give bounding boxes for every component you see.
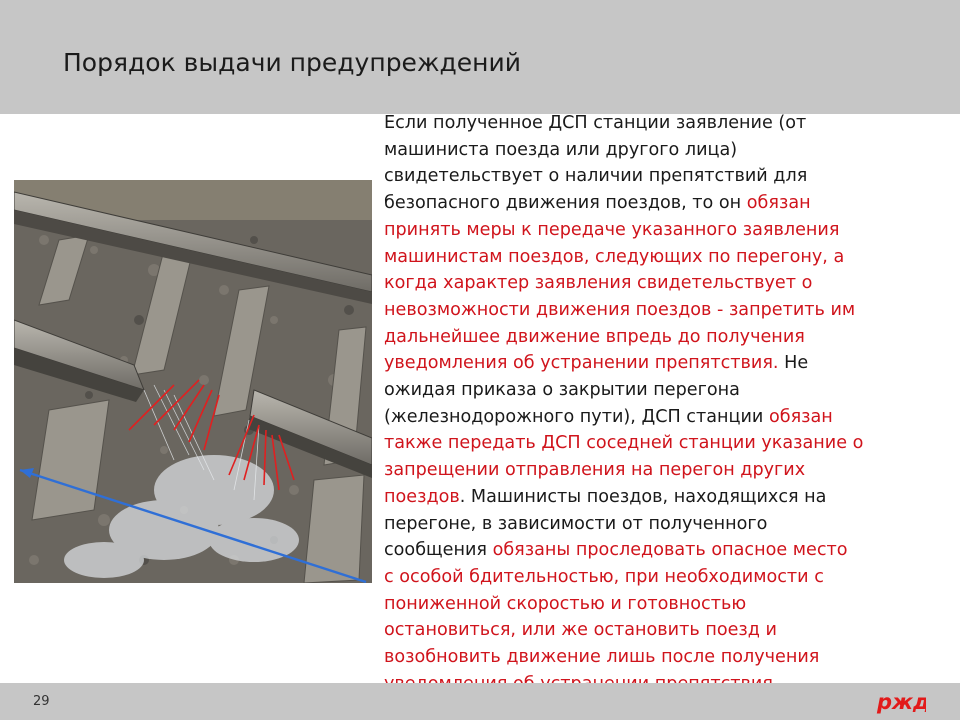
highlighted-text: остановиться, или же остановить поезд и [384, 620, 777, 641]
highlighted-text: также передать ДСП соседней станции указание о [384, 433, 864, 454]
text-line [384, 591, 954, 618]
text-segment: Не [778, 353, 809, 374]
text-line [384, 537, 954, 564]
highlighted-text: машинистам поездов, следующих по перегону, а [384, 246, 845, 267]
text-line [384, 217, 954, 244]
highlighted-text: когда характер заявления свидетельствует о [384, 273, 813, 294]
highlighted-text: невозможности движения поездов - запретить им [384, 299, 856, 320]
text-segment: машиниста поезда или другого лица) [384, 139, 738, 160]
highlighted-text: обязан [746, 193, 811, 214]
text-line [384, 484, 954, 511]
text-line [384, 244, 954, 271]
highlighted-text: принять меры к передаче указанного заявления [384, 219, 840, 240]
text-line [384, 564, 954, 591]
highlighted-text: уведомления об устранении препятствия. [384, 353, 779, 374]
highlighted-text: обязаны проследовать опасное место [492, 540, 848, 561]
text-line [384, 511, 954, 538]
highlighted-text: возобновить движение лишь после получения [384, 647, 820, 668]
text-line [384, 617, 954, 644]
highlighted-text: обязан [768, 406, 833, 427]
highlighted-text: поездов [384, 486, 460, 507]
highlighted-text: с особой бдительностью, при необходимости с [384, 566, 824, 587]
text-line [384, 190, 954, 217]
text-segment: (железнодорожного пути), ДСП станции [384, 406, 769, 427]
svg-text:pжд: pжд [877, 690, 926, 714]
text-line [384, 297, 954, 324]
text-segment: сообщения [384, 540, 493, 561]
text-segment: перегоне, в зависимости от полученного [384, 513, 768, 534]
slide-title: Порядок выдачи предупреждений [63, 48, 521, 77]
text-line [384, 110, 954, 137]
slide-header [0, 0, 960, 114]
text-line [384, 430, 954, 457]
highlighted-text: дальнейшее движение впредь до получения [384, 326, 805, 347]
text-line [384, 137, 954, 164]
text-segment: ожидая приказа о закрытии перегона [384, 380, 740, 401]
text-segment: . Машинисты поездов, находящихся на [459, 486, 827, 507]
text-line [384, 270, 954, 297]
text-segment: безопасного движения поездов, то он [384, 193, 747, 214]
text-line [384, 350, 954, 377]
text-line [384, 457, 954, 484]
page-number: 29 [33, 694, 50, 709]
rail-break-photo [14, 180, 372, 583]
text-line [384, 644, 954, 671]
rzd-logo [874, 687, 926, 715]
text-segment: свидетельствует о наличии препятствий для [384, 166, 808, 187]
text-segment: Если полученное ДСП станции заявление (от [384, 113, 807, 133]
text-line [384, 404, 954, 431]
highlighted-text: пониженной скоростью и готовностью [384, 593, 747, 614]
text-line [384, 163, 954, 190]
slide-footer [0, 683, 960, 720]
highlighted-text: запрещении отправления на перегон других [384, 460, 806, 481]
text-line [384, 324, 954, 351]
text-line [384, 377, 954, 404]
body-paragraph [384, 110, 954, 697]
